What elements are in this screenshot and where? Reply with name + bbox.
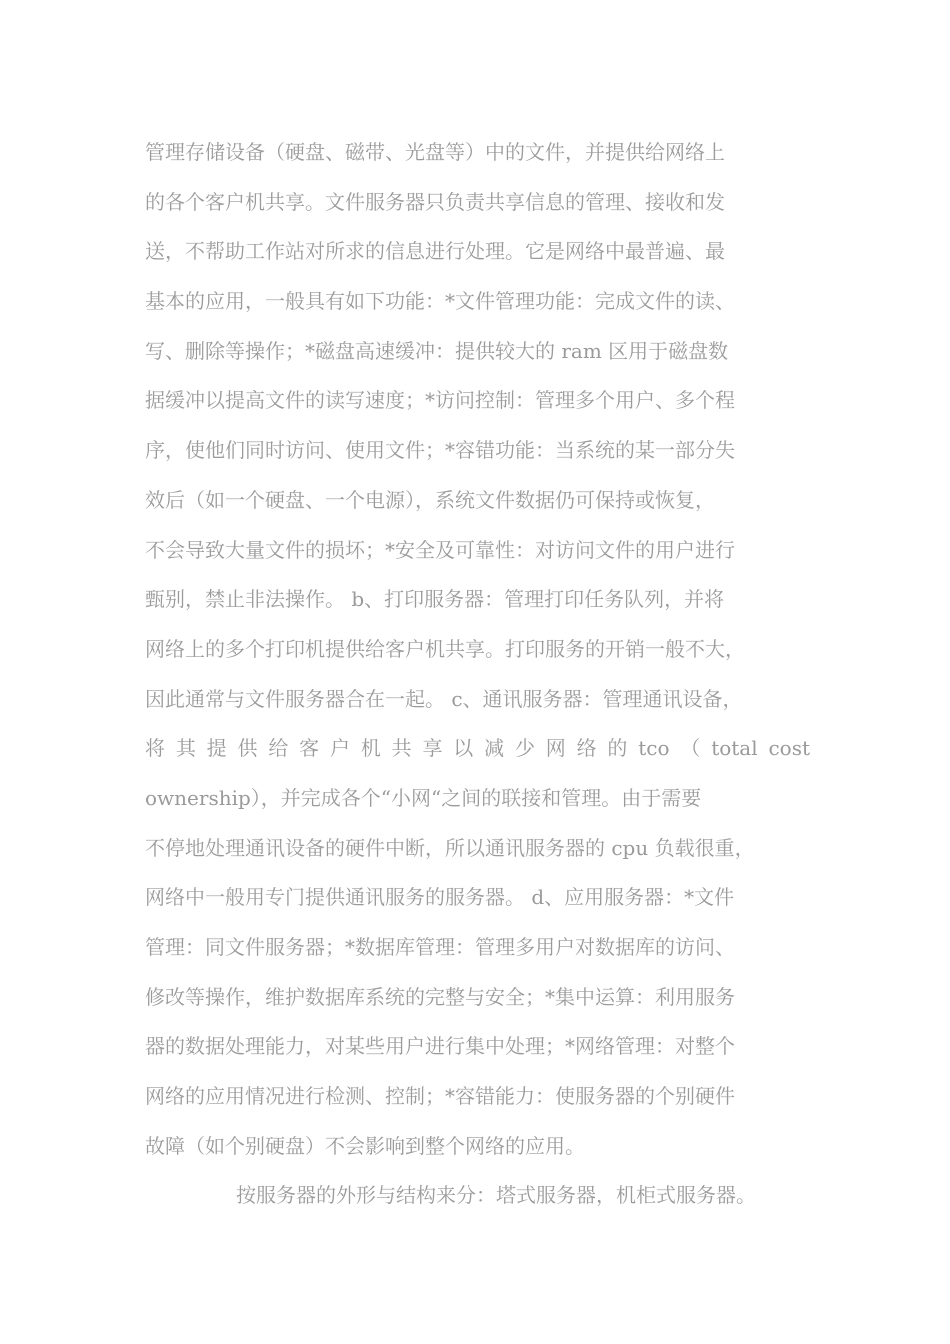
- text-token: 减: [484, 736, 505, 761]
- text-token: 将: [145, 736, 165, 761]
- text-token: 网: [545, 736, 566, 761]
- text-token: 以: [453, 736, 474, 761]
- text-token: 共: [391, 736, 412, 761]
- text-line: 管理：同文件服务器；*数据库管理：管理多用户对数据库的访问、: [145, 935, 735, 959]
- document-body: [145, 128, 810, 1221]
- text-line: 故障（如个别硬盘）不会影响到整个网络的应用。: [145, 1133, 585, 1158]
- paragraph-2: 按服务器的外形与结构来分：塔式服务器，机柜式服务器。: [236, 1183, 756, 1208]
- text-token: 络: [576, 736, 597, 761]
- text-line: 送，不帮助工作站对所求的信息进行处理。它是网络中最普遍、最: [145, 239, 725, 264]
- text-token: 供: [237, 736, 258, 761]
- text-token: 机: [360, 736, 381, 761]
- text-line: 器的数据处理能力，对某些用户进行集中处理；*网络管理：对整个: [145, 1034, 735, 1059]
- text-token: 的: [607, 736, 628, 761]
- text-token: 给: [268, 736, 289, 761]
- text-token: 客: [299, 736, 320, 761]
- text-token: tco: [638, 736, 670, 761]
- text-line: 网络中一般用专门提供通讯服务的服务器。 d、应用服务器：*文件: [145, 885, 735, 910]
- text-token: 提: [206, 736, 227, 761]
- text-token: 享: [422, 736, 443, 761]
- text-line: 网络的应用情况进行检测、控制；*容错能力：使服务器的个别硬件: [145, 1084, 735, 1109]
- text-line: 的各个客户机共享。文件服务器只负责共享信息的管理、接收和发: [145, 189, 725, 214]
- text-token: 其: [175, 736, 196, 761]
- text-line: 修改等操作，维护数据库系统的完整与安全；*集中运算：利用服务: [145, 984, 735, 1009]
- text-line-justified: [145, 724, 810, 774]
- text-line: ownership），并完成各个“小网“之间的联接和管理。由于需要: [145, 785, 702, 810]
- text-line: 管理存储设备（硬盘、磁带、光盘等）中的文件，并提供给网络上: [145, 140, 725, 164]
- text-line: 序，使他们同时访问、使用文件；*容错功能：当系统的某一部分失: [145, 438, 735, 463]
- text-line: 网络上的多个打印机提供给客户机共享。打印服务的开销一般不大，: [145, 636, 745, 661]
- text-token: 户: [329, 736, 350, 761]
- text-line: 不停地处理通讯设备的硬件中断，所以通讯服务器的 cpu 负载很重，: [145, 835, 755, 860]
- text-line: 写、删除等操作；*磁盘高速缓冲：提供较大的 ram 区用于磁盘数: [145, 338, 729, 363]
- text-token: total: [711, 736, 758, 761]
- text-line: 效后（如一个硬盘、一个电源），系统文件数据仍可保持或恢复，: [145, 487, 715, 512]
- text-token: 少: [514, 736, 535, 761]
- text-line: 不会导致大量文件的损坏；*安全及可靠性：对访问文件的用户进行: [145, 537, 735, 562]
- text-line: 据缓冲以提高文件的读写速度；*访问控制：管理多个用户、多个程: [145, 388, 735, 413]
- text-token: cost: [768, 736, 810, 761]
- text-line: 基本的应用，一般具有如下功能：*文件管理功能：完成文件的读、: [145, 289, 735, 314]
- text-line: 甄别，禁止非法操作。 b、打印服务器：管理打印任务队列，并将: [145, 587, 725, 612]
- text-line: 因此通常与文件服务器合在一起。 c、通讯服务器：管理通讯设备，: [145, 686, 743, 711]
- text-token: （: [680, 736, 701, 761]
